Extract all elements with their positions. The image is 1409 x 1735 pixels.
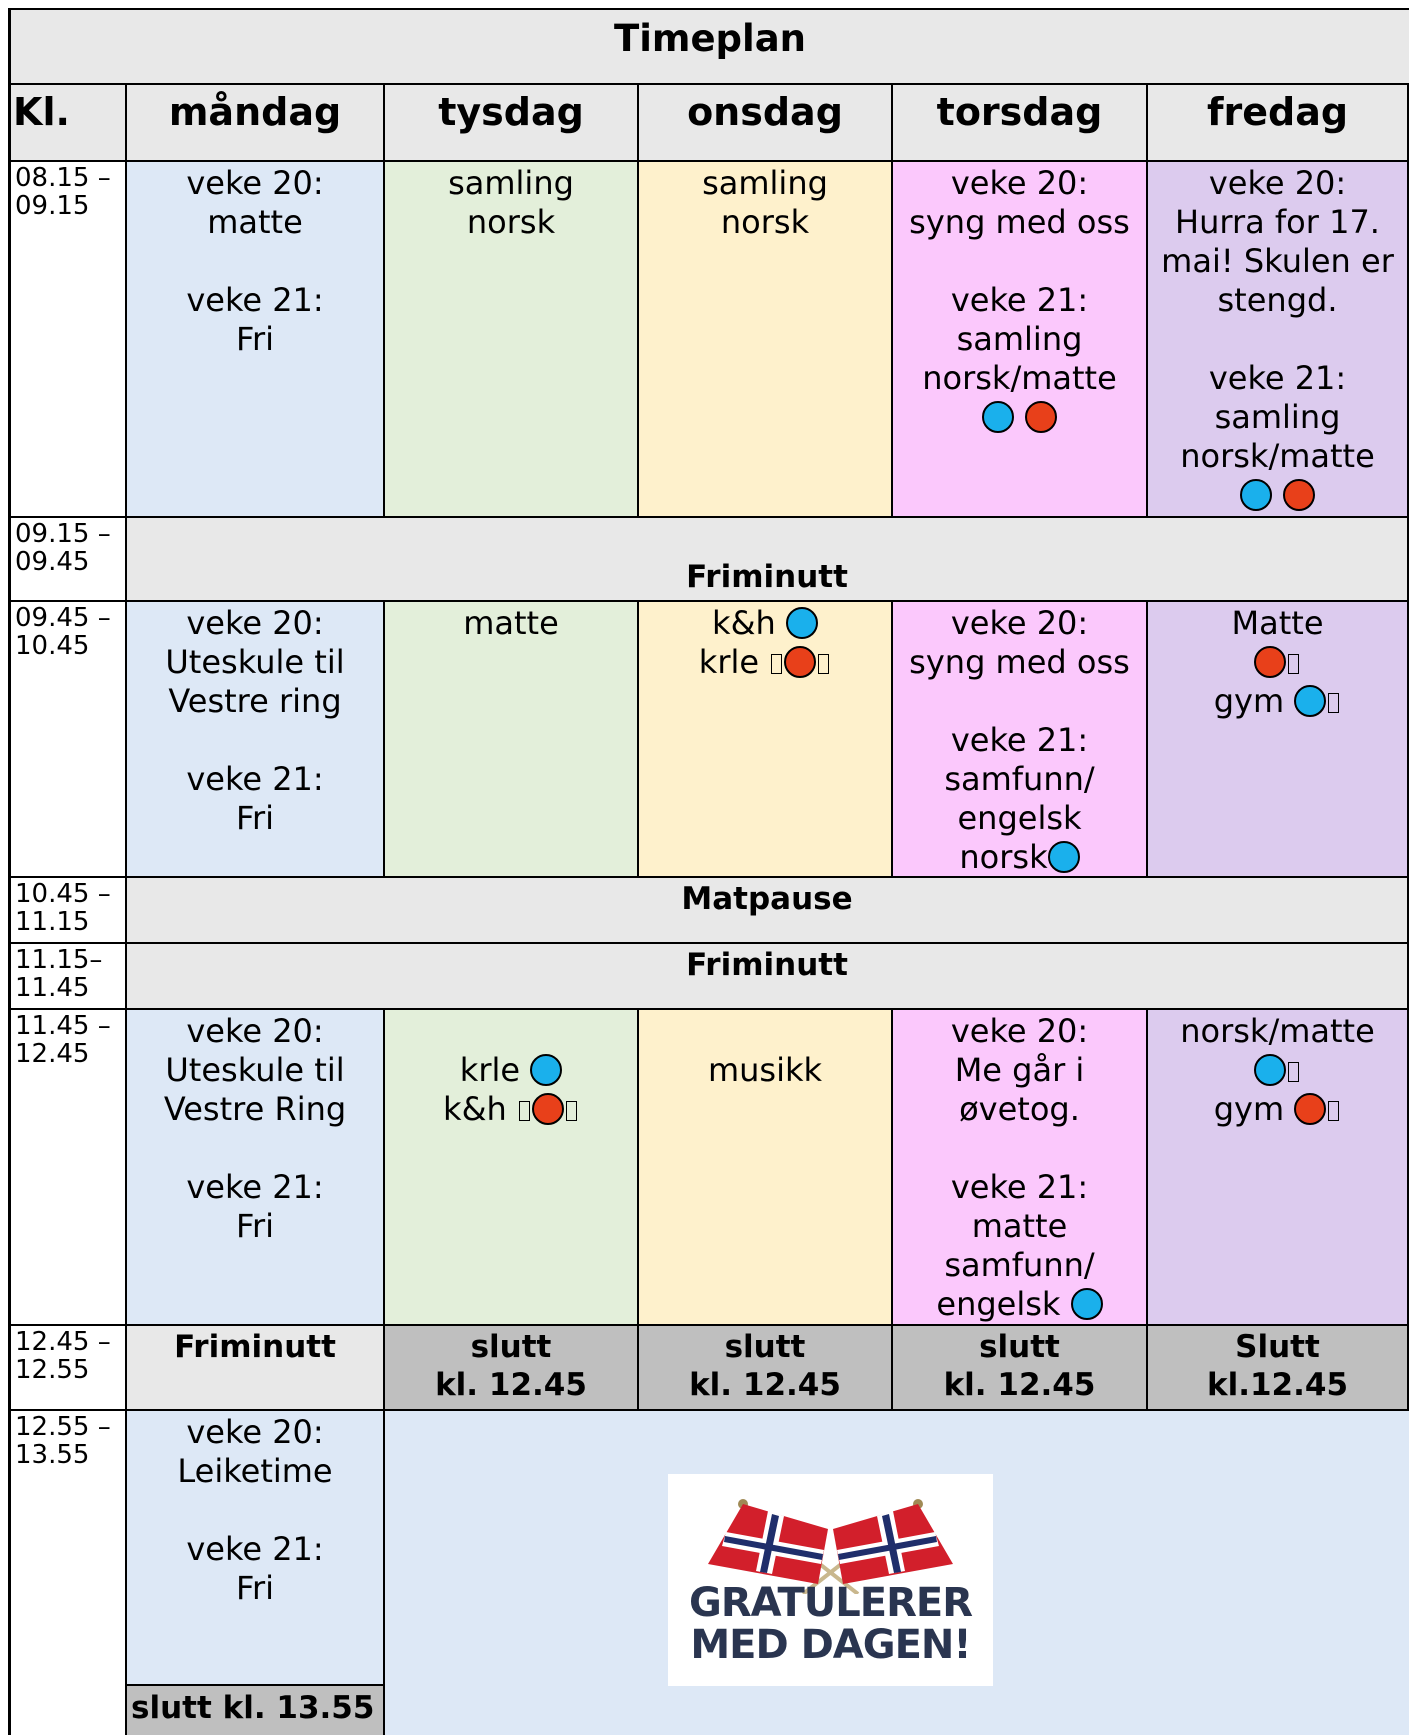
cell-text: gym: [1213, 682, 1285, 720]
header-friday: fredag: [1148, 85, 1409, 162]
time-slot-8: 12.55 – 13.55: [8, 1411, 127, 1735]
cell-text: slutt: [724, 1329, 806, 1365]
cell-text: gym: [1213, 1090, 1285, 1128]
cell-text: engelsk: [936, 1285, 1061, 1323]
cell-thu-1: [893, 162, 1148, 518]
cell-text: øvetog.: [959, 1090, 1080, 1128]
cell-text: k&h: [712, 604, 776, 642]
cyan-group-dot: [1254, 1054, 1286, 1086]
cell-text: samfunn/: [944, 1246, 1095, 1284]
cell-text: slutt: [979, 1329, 1060, 1365]
red-group-dot: [784, 646, 816, 678]
header-wednesday: onsdag: [639, 85, 893, 162]
time-slot-7: 12.45 – 12.55: [8, 1326, 127, 1411]
time-slot-2: 09.15 – 09.45: [8, 518, 127, 602]
cell-text: Vestre Ring: [163, 1090, 347, 1128]
cell-text: veke 21:: [1208, 359, 1347, 397]
cell-mon-1: [127, 162, 385, 518]
cell-text: syng med oss: [909, 203, 1130, 241]
cell-text: Hurra for 17.: [1175, 203, 1380, 241]
cell-mon-friminutt: Friminutt: [127, 1326, 385, 1411]
red-group-dot: [532, 1093, 564, 1125]
cell-text: matte: [207, 203, 303, 241]
cyan-group-dot: [1294, 685, 1326, 717]
cell-text: Leiketime: [177, 1452, 333, 1490]
cyan-group-dot: [1071, 1288, 1103, 1320]
timetable-title: Timeplan: [8, 8, 1409, 85]
cell-text: veke 20:: [1208, 164, 1347, 202]
cell-text: samling: [956, 320, 1083, 358]
cell-text: norsk/matte: [922, 359, 1117, 397]
cyan-group-dot: [530, 1054, 562, 1086]
cell-text: Uteskule til: [165, 1051, 345, 1089]
cell-wed-3: [639, 1010, 893, 1326]
cell-thu-2: [893, 602, 1148, 878]
cell-text: slutt: [470, 1329, 552, 1365]
red-group-dot: [1025, 401, 1057, 433]
cell-wed-2: [639, 602, 893, 878]
red-group-dot: [1283, 479, 1315, 511]
cell-text: stengd.: [1217, 281, 1338, 319]
cell-text: veke 21:: [950, 281, 1089, 319]
cell-text: Matte: [1231, 604, 1324, 642]
cell-text: Fri: [235, 320, 275, 358]
banner-line: GRATULERER: [689, 1580, 972, 1626]
cell-text: k&h: [443, 1090, 507, 1128]
norwegian-flags-icon: [668, 1474, 993, 1594]
cell-text: kl. 12.45: [943, 1367, 1096, 1403]
banner-line: MED DAGEN!: [690, 1622, 971, 1668]
red-group-dot: [1254, 646, 1286, 678]
cell-text: veke 20:: [950, 1012, 1089, 1050]
cell-text: engelsk: [957, 799, 1082, 837]
banner-text: [668, 1582, 993, 1666]
cell-text: samling: [1214, 398, 1341, 436]
cell-text: veke 21:: [186, 281, 324, 319]
cell-thu-end: [893, 1326, 1148, 1411]
cell-text: norsk: [466, 203, 556, 241]
cell-text: norsk: [959, 838, 1048, 876]
cell-fri-3: [1148, 1010, 1409, 1326]
cell-text: veke 21:: [186, 760, 324, 798]
time-slot-4: 10.45 – 11.15: [8, 878, 127, 944]
cell-text: Fri: [235, 1569, 275, 1607]
cell-tue-end: [385, 1326, 639, 1411]
cell-text: veke 20:: [186, 164, 324, 202]
cell-fri-1: [1148, 162, 1409, 518]
break-friminutt-2: Friminutt: [127, 944, 1409, 1010]
cell-text: veke 21:: [186, 1168, 324, 1206]
cell-mon-4: [127, 1411, 385, 1686]
header-kl: Kl.: [8, 85, 127, 162]
cyan-group-dot: [786, 607, 818, 639]
cell-text: veke 20:: [186, 1413, 324, 1451]
cell-text: matte: [971, 1207, 1068, 1245]
cell-text: krle: [459, 1051, 521, 1089]
cell-fri-end: [1148, 1326, 1409, 1411]
cell-text: norsk/matte: [1180, 437, 1375, 475]
cell-mon-2: [127, 602, 385, 878]
header-tuesday: tysdag: [385, 85, 639, 162]
time-slot-5: 11.15– 11.45: [8, 944, 127, 1010]
red-group-dot: [1294, 1093, 1326, 1125]
cell-text: kl. 12.45: [689, 1367, 841, 1403]
cell-text: Vestre ring: [168, 682, 342, 720]
cell-text: samling: [702, 164, 828, 202]
time-slot-6: 11.45 – 12.45: [8, 1010, 127, 1326]
cell-text: samling: [448, 164, 574, 202]
cell-text: kl.12.45: [1206, 1367, 1349, 1403]
cell-thu-3: [893, 1010, 1148, 1326]
cell-text: samfunn/: [944, 760, 1095, 798]
cell-wed-1: [639, 162, 893, 518]
cell-text: mai! Skulen er: [1161, 242, 1394, 280]
cell-text: veke 20:: [186, 1012, 324, 1050]
cell-fri-2: [1148, 602, 1409, 878]
cell-text: Fri: [235, 799, 275, 837]
cell-text: Slutt: [1235, 1329, 1320, 1365]
cell-text: norsk: [720, 203, 810, 241]
cell-text: veke 21:: [950, 721, 1089, 759]
cell-text: syng med oss: [909, 643, 1130, 681]
cell-text: Uteskule til: [165, 643, 345, 681]
cell-text: kl. 12.45: [435, 1367, 587, 1403]
cell-text: norsk/matte: [1180, 1012, 1375, 1050]
cell-text: veke 20:: [950, 604, 1089, 642]
time-slot-3: 09.45 – 10.45: [8, 602, 127, 878]
cell-mon-3: [127, 1010, 385, 1326]
cell-text: veke 21:: [186, 1530, 324, 1568]
cell-mon-end: slutt kl. 13.55: [127, 1686, 385, 1735]
header-monday: måndag: [127, 85, 385, 162]
cell-text: krle: [698, 643, 760, 681]
break-matpause: Matpause: [127, 878, 1409, 944]
cyan-group-dot: [982, 401, 1014, 433]
cell-text: matte: [463, 604, 559, 642]
cell-text: veke 21:: [950, 1168, 1089, 1206]
cell-text: Me går i: [954, 1051, 1085, 1089]
cell-text: Fri: [235, 1207, 275, 1245]
break-friminutt-1: Friminutt: [127, 518, 1409, 602]
cell-text: musikk: [707, 1051, 823, 1089]
time-slot-1: 08.15 – 09.15: [8, 162, 127, 518]
cell-wed-end: [639, 1326, 893, 1411]
cell-tue-2: [385, 602, 639, 878]
celebration-banner: [668, 1474, 993, 1686]
cyan-group-dot: [1048, 841, 1080, 873]
cyan-group-dot: [1240, 479, 1272, 511]
cell-tue-3: [385, 1010, 639, 1326]
cell-text: veke 20:: [950, 164, 1089, 202]
cell-text: veke 20:: [186, 604, 324, 642]
cell-tue-1: [385, 162, 639, 518]
header-thursday: torsdag: [893, 85, 1148, 162]
